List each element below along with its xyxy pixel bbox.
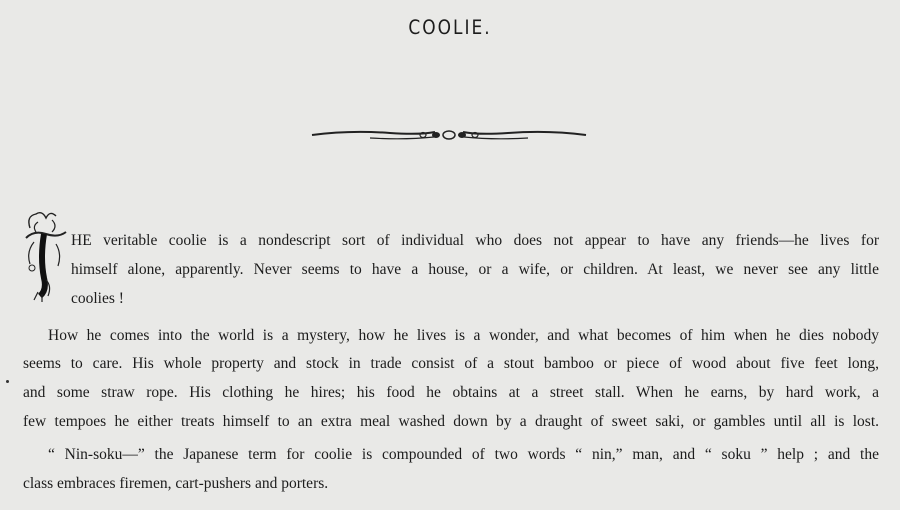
paragraph-3-line: class embraces firemen, cart-pushers and porters. [23, 475, 329, 492]
paragraph-2-line: and some straw rope. His clothing he hires; his food he obtains at a street stall. When he earns, by hard work, a [23, 384, 879, 401]
page-title: COOLIE. [408, 16, 492, 40]
paragraph-2-line: How he comes into the world is a mystery, how he lives is a wonder, and what becomes of him when he dies nobody [48, 327, 879, 344]
paragraph-2-line: few tempoes he either treats himself to an extra meal washed down by a draught of sweet saki, or gambles until all is lost. [23, 413, 879, 430]
paragraph-1-line: himself alone, apparently. Never seems to have a house, or a wife, or children. At least, we never see any little [71, 261, 879, 278]
paragraph-2-line: seems to care. His whole property and stock in trade consist of a stout bamboo or piece of wood about five feet long, [23, 355, 879, 372]
paragraph-1-line: coolies ! [71, 290, 124, 307]
ink-speck [6, 380, 9, 383]
paragraph-3-line: “ Nin-soku—” the Japanese term for coolie is compounded of two words “ nin,” man, and “ soku ” help ; and the [48, 446, 879, 463]
ornamental-dropcap [20, 208, 70, 304]
decorative-flourish [310, 124, 588, 146]
paragraph-1-line: HE veritable coolie is a nondescript sort of individual who does not appear to have any friends—he lives for [71, 232, 879, 249]
